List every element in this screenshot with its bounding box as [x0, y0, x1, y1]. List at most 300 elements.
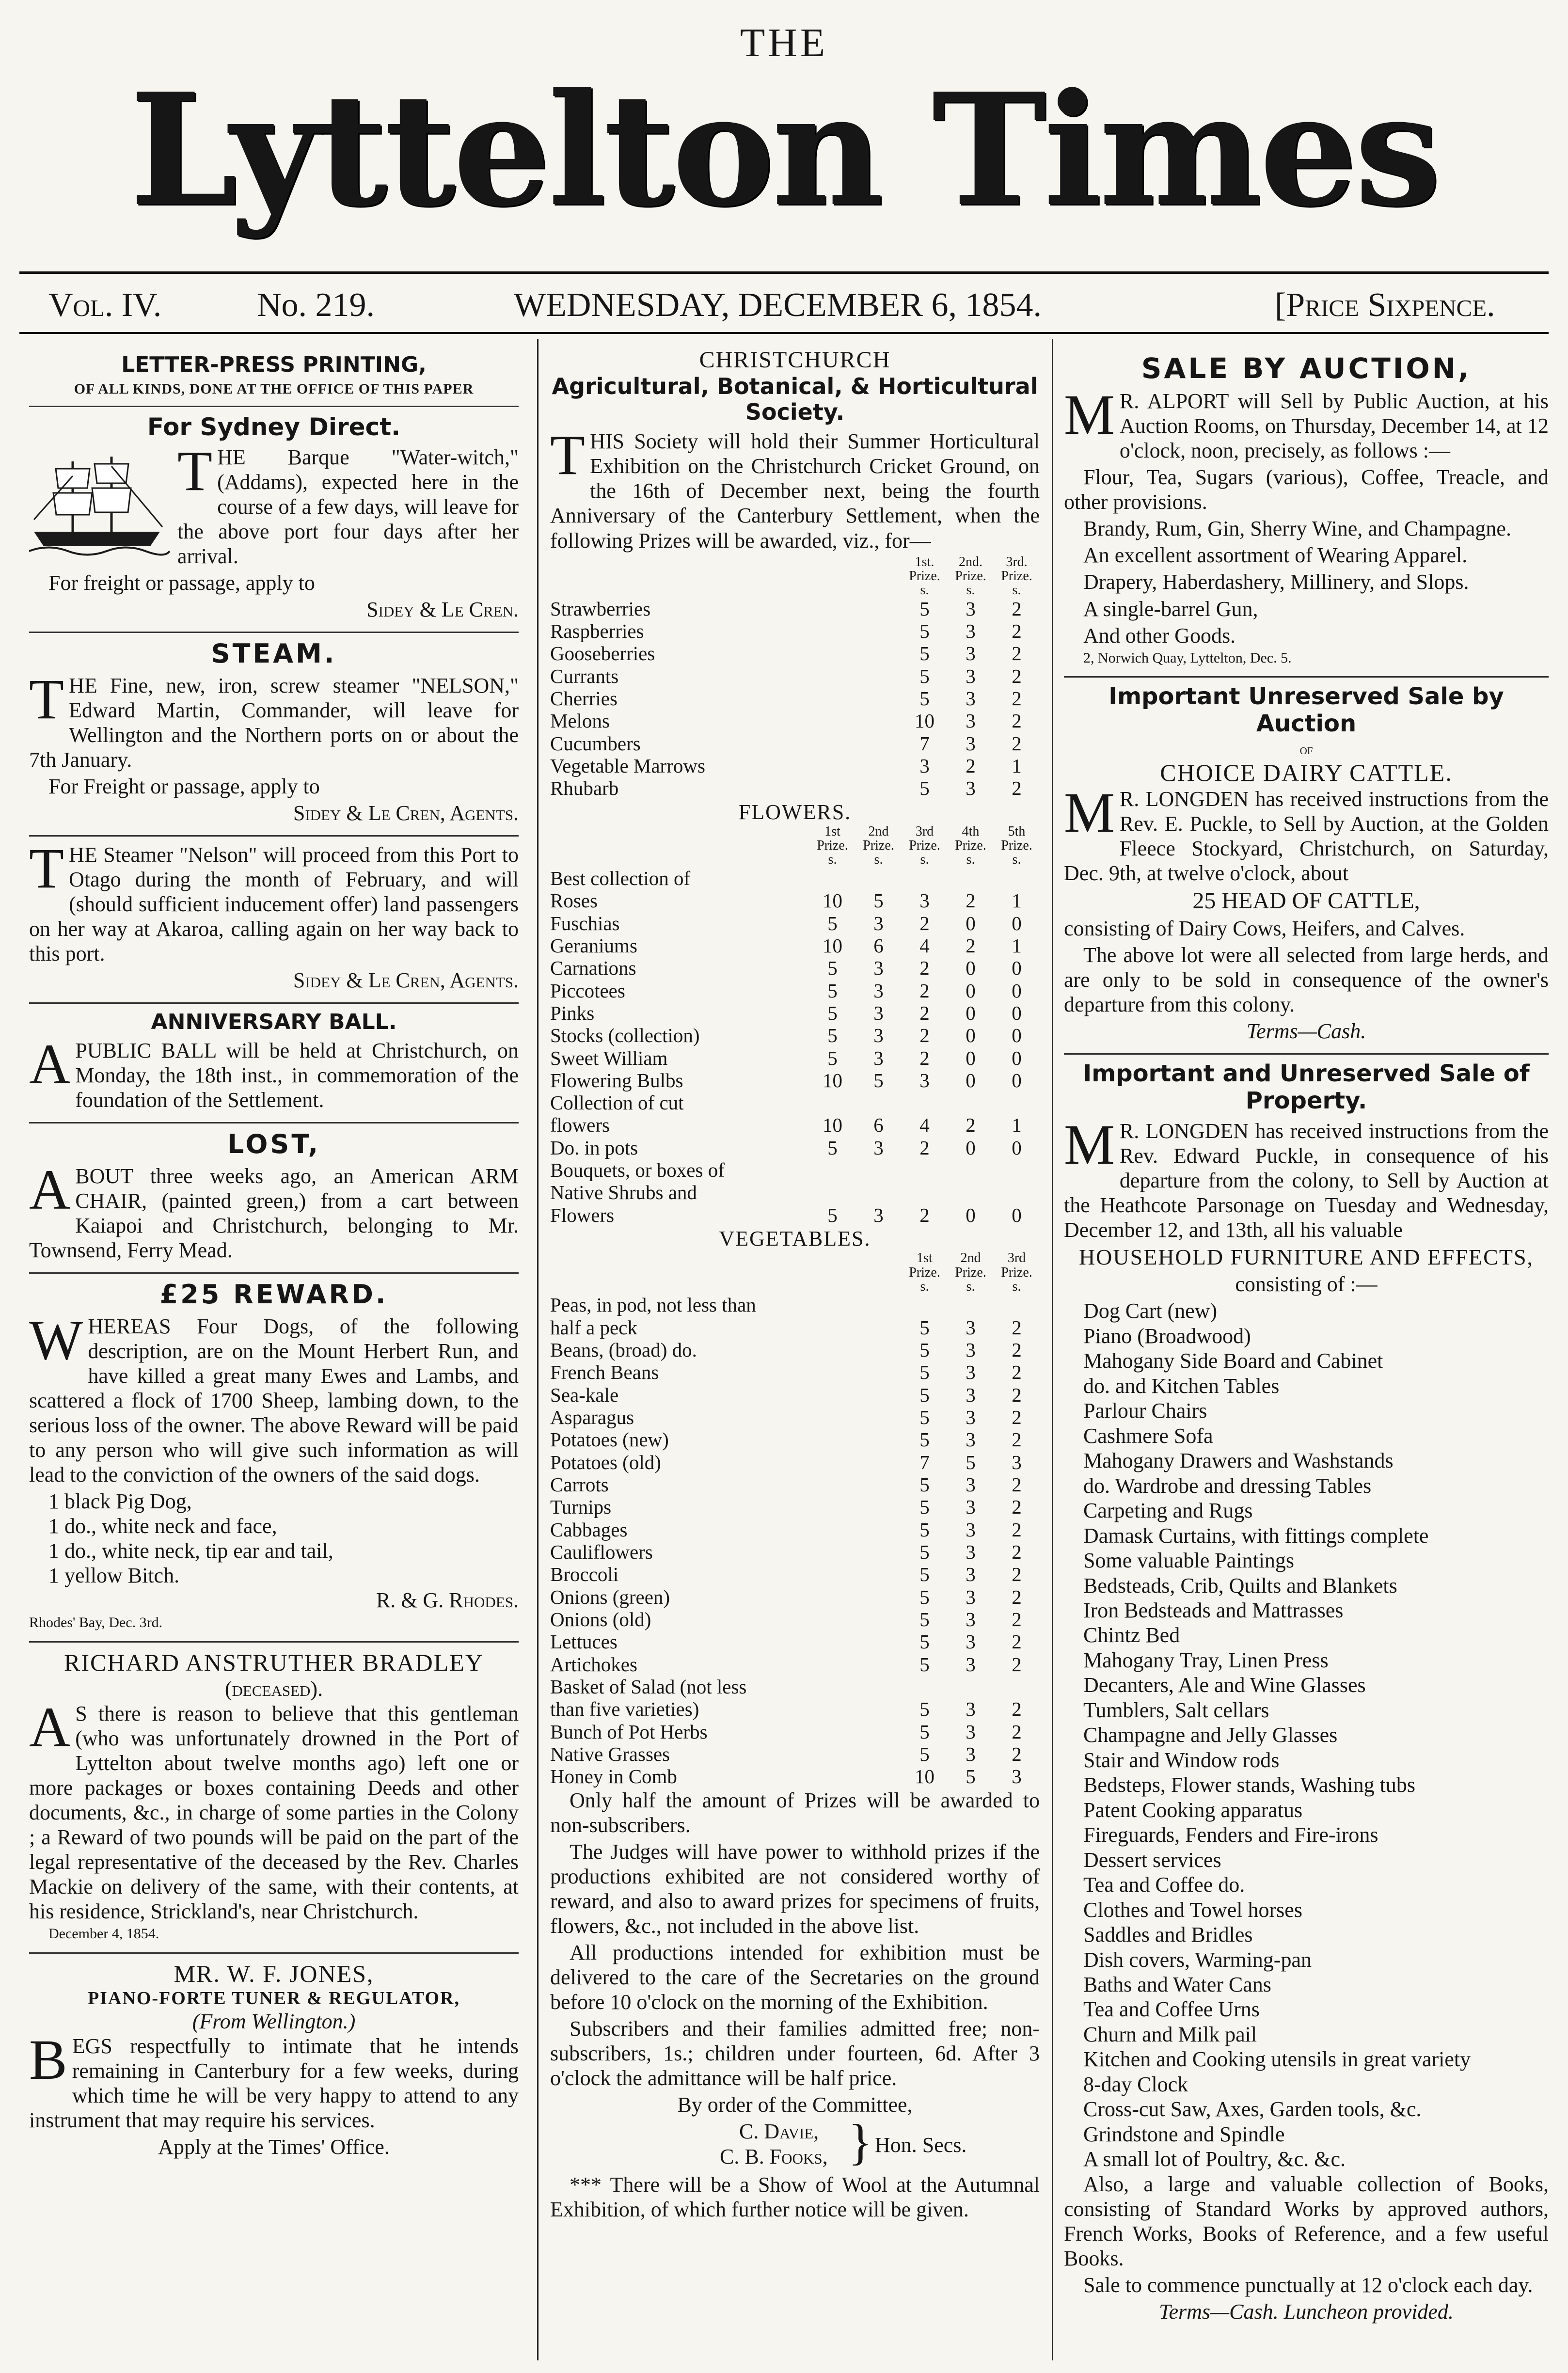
- prize-row: [550, 889, 1040, 912]
- prize-value: 5: [919, 1316, 930, 1339]
- prize-item-name: Cabbages: [550, 1518, 628, 1541]
- prize-row: [550, 598, 1040, 620]
- vegetables-heading: VEGETABLES.: [719, 1227, 871, 1251]
- prize-row: [550, 1428, 1040, 1451]
- nelson-initial: T: [29, 836, 64, 900]
- prize-row: [550, 1496, 1040, 1518]
- prize-value: 5: [966, 1765, 976, 1788]
- prize-row: [550, 980, 1040, 1002]
- prize-item-name: Carrots: [550, 1473, 609, 1496]
- prize-value: 2: [1012, 1698, 1022, 1721]
- furniture-item: Stair and Window rods: [1083, 1748, 1280, 1772]
- ad-printing: [29, 347, 519, 407]
- prize-value: 3: [966, 642, 976, 665]
- prize-value: 3: [966, 1383, 976, 1406]
- prize-value: 0: [966, 957, 976, 980]
- prize-value: [948, 1676, 994, 1698]
- prize-value: 5: [919, 1540, 930, 1563]
- prize-value: 5: [919, 1383, 930, 1406]
- furniture-item: Parlour Chairs: [1083, 1399, 1207, 1423]
- ad-sydney: [29, 407, 519, 633]
- prize-value: 2: [1012, 1742, 1022, 1765]
- dog-item: 1 black Pig Dog,: [48, 1489, 192, 1513]
- prize-value: 5: [827, 957, 838, 980]
- prize-row: [550, 1519, 1040, 1541]
- auction2-of: of: [1299, 741, 1313, 758]
- prize-value: 5: [827, 912, 838, 934]
- prize-value: 4: [919, 1114, 930, 1137]
- jones-body: EGS respectfully to intimate that he intends remaining in Canterbury for a few weeks, during which time he will be very happy to attend to any instrument that may require his services.: [29, 2034, 519, 2133]
- prize-value: 3: [966, 777, 976, 800]
- furniture-item: do. and Kitchen Tables: [1083, 1374, 1280, 1398]
- auction2-body: R. LONGDEN has received instructions from the Rev. E. Puckle, to Sell by Auction, at the Golden Fleece Stockyard, Christchurch, on Saturday, Dec. 9th, at twelve o'clock, about: [1064, 787, 1549, 885]
- prize-value: 3: [966, 687, 976, 710]
- prize-value: 3: [873, 979, 884, 1002]
- prize-value: [948, 867, 994, 889]
- prize-value: 2: [919, 1203, 930, 1226]
- unit-label: s.: [874, 852, 883, 868]
- prize-value: 5: [919, 1496, 930, 1519]
- prize-value: [994, 867, 1040, 889]
- prize-row: [550, 1406, 1040, 1428]
- furniture-item: Decanters, Ale and Wine Glasses: [1083, 1673, 1366, 1697]
- ad-alport-auction: [1064, 347, 1549, 678]
- prize-value: 7: [919, 1451, 930, 1473]
- prize-value: 3: [966, 620, 976, 643]
- furniture-item: Kitchen and Cooking utensils in great variety: [1083, 2047, 1471, 2072]
- prize-row: [550, 1204, 1040, 1226]
- prize-item-name: Onions (old): [550, 1608, 651, 1630]
- prize-value: 2: [1012, 1608, 1022, 1630]
- prize-item-name: Bunch of Pot Herbs: [550, 1720, 708, 1743]
- furniture-item: Tea and Coffee do.: [1083, 1873, 1245, 1897]
- prize-value: 5: [919, 1630, 930, 1653]
- prize-value: 5: [919, 664, 930, 687]
- prize-value: 2: [919, 1046, 930, 1069]
- prize-item-name: Basket of Salad (not less: [550, 1675, 747, 1698]
- prize-value: 0: [966, 979, 976, 1002]
- prize-value: 2: [1012, 1518, 1022, 1541]
- prize-value: 2: [966, 755, 976, 777]
- fruit-header-3: 3rd. Prize.: [1001, 554, 1032, 584]
- prize-item-name: Cauliflowers: [550, 1540, 653, 1563]
- prize-value: 2: [919, 1136, 930, 1159]
- prize-item-name: half a peck: [550, 1316, 637, 1339]
- ad-bradley: [29, 1643, 519, 1954]
- steam-body: HE Fine, new, iron, screw steamer "NELSON," Edward Martin, Commander, will leave for Wellington and the Northern ports on or about the 7th January.: [29, 673, 519, 772]
- jones-initial: B: [29, 2027, 67, 2091]
- prize-value: 5: [827, 979, 838, 1002]
- prize-value: 2: [1012, 1540, 1022, 1563]
- column-3: [1064, 347, 1549, 2358]
- auction3-heading: Important and Unreserved Sale of Property.: [1083, 1060, 1530, 1115]
- prize-value: 1: [1012, 755, 1022, 777]
- prize-item-name: Cucumbers: [550, 732, 641, 755]
- fruit-header-1: 1st. Prize.: [909, 554, 940, 584]
- prize-value: 5: [873, 1069, 884, 1092]
- prize-value: 3: [966, 1428, 976, 1451]
- prize-item-name: Melons: [550, 710, 610, 732]
- prize-value: 2: [1012, 1338, 1022, 1361]
- ship-icon: [29, 447, 170, 561]
- prize-row: [550, 1114, 1040, 1136]
- prize-value: 2: [1012, 620, 1022, 643]
- ad-property-auction: [1064, 1055, 1549, 2333]
- prize-value: 0: [1012, 1024, 1022, 1047]
- prize-value: 2: [1012, 642, 1022, 665]
- society-intro: HIS Society will hold their Summer Horticultural Exhibition on the Christchurch Cricket Ground, on the 16th of December next, being the fourth Anniversary of the Canterbury Settlement, when the following Prizes will be awarded, viz., for—: [550, 429, 1040, 553]
- prize-row: [550, 957, 1040, 979]
- issue-number: No. 219.: [257, 286, 375, 324]
- furniture-item: Saddles and Bridles: [1083, 1923, 1253, 1947]
- prize-value: 4: [919, 934, 930, 957]
- prize-item-name: Roses: [550, 889, 598, 912]
- prize-value: 3: [966, 1742, 976, 1765]
- furniture-item: Chintz Bed: [1083, 1623, 1180, 1647]
- lost-heading: LOST,: [227, 1129, 320, 1160]
- fruit-unit-row: [550, 583, 1040, 597]
- prize-row: [550, 1384, 1040, 1406]
- prize-value: 5: [919, 1720, 930, 1743]
- auction1-initial: M: [1064, 383, 1115, 447]
- auction3-body: R. LONGDEN has received instructions from the Rev. Edward Puckle, in consequence of his departure from the colony, to Sell by Auction at the Heathcote Parsonage on Tuesday and Wednesday, December 12, and 13th, all his valuable: [1064, 1119, 1549, 1242]
- prize-value: 0: [966, 1203, 976, 1226]
- prize-value: [948, 1294, 994, 1316]
- prize-value: 0: [1012, 1001, 1022, 1024]
- prize-value: 3: [873, 1203, 884, 1226]
- prize-value: 3: [966, 1518, 976, 1541]
- prize-value: 0: [1012, 912, 1022, 934]
- prize-value: 5: [919, 597, 930, 620]
- prize-value: 0: [966, 1136, 976, 1159]
- prize-item-name: Carnations: [550, 957, 636, 980]
- prize-row: [550, 934, 1040, 957]
- furniture-item: Clothes and Towel horses: [1083, 1898, 1302, 1922]
- steam-sign: Sidey & Le Cren, Agents.: [293, 801, 519, 825]
- prize-value: 5: [919, 642, 930, 665]
- auction1-line: Flour, Tea, Sugars (various), Coffee, Treacle, and other provisions.: [1064, 465, 1549, 514]
- masthead-rule-bottom: [19, 332, 1549, 334]
- prize-row: [550, 1181, 1040, 1203]
- prize-value: 5: [919, 1585, 930, 1608]
- prize-value: 2: [1012, 732, 1022, 755]
- prize-row: [550, 1002, 1040, 1024]
- prize-value: 2: [919, 1024, 930, 1047]
- prize-value: 5: [919, 1698, 930, 1721]
- prize-row: [550, 1137, 1040, 1159]
- prize-value: 5: [919, 687, 930, 710]
- prize-value: 3: [966, 710, 976, 732]
- prize-row: [550, 1024, 1040, 1046]
- prize-item-name: than five varieties): [550, 1698, 699, 1721]
- prize-value: 3: [966, 1361, 976, 1384]
- veg-unit-row: [550, 1280, 1040, 1294]
- furniture-item: Bedsteads, Crib, Quilts and Blankets: [1083, 1573, 1397, 1598]
- prize-value: [809, 867, 855, 889]
- prize-value: [902, 1294, 948, 1316]
- prize-row: [550, 642, 1040, 664]
- prize-value: 2: [966, 889, 976, 912]
- furniture-item: Champagne and Jelly Glasses: [1083, 1723, 1338, 1747]
- prize-value: 2: [1012, 1653, 1022, 1676]
- prize-value: 5: [827, 1001, 838, 1024]
- prize-value: [994, 1676, 1040, 1698]
- prize-value: [902, 1092, 948, 1114]
- unit-label: s.: [1012, 852, 1021, 868]
- prize-item-name: Fuschias: [550, 912, 620, 934]
- prize-value: 3: [873, 1136, 884, 1159]
- jones-sub: PIANO-FORTE TUNER & REGULATOR,: [87, 1988, 460, 2009]
- prize-row: [550, 1563, 1040, 1585]
- auction3-furniture: HOUSEHOLD FURNITURE AND EFFECTS,: [1078, 1244, 1534, 1269]
- committee-order: By order of the Committee,: [677, 2092, 913, 2117]
- ball-initial: A: [29, 1032, 71, 1096]
- prize-value: 5: [919, 1406, 930, 1428]
- auction3-terms: Terms—Cash. Luncheon provided.: [1159, 2299, 1454, 2324]
- prize-value: [809, 1092, 855, 1114]
- prize-item-name: Rhubarb: [550, 777, 619, 800]
- bradley-date: December 4, 1854.: [48, 1926, 159, 1942]
- prize-value: 5: [919, 1653, 930, 1676]
- prize-item-name: Strawberries: [550, 597, 651, 620]
- furniture-item: Churn and Milk pail: [1083, 2022, 1257, 2046]
- prize-value: 0: [966, 1046, 976, 1069]
- flower-header-4: 4th Prize.: [955, 823, 986, 854]
- prize-value: 2: [966, 1114, 976, 1137]
- nelson-sign: Sidey & Le Cren, Agents.: [293, 968, 519, 993]
- prize-value: 5: [919, 1518, 930, 1541]
- prize-row: [550, 1721, 1040, 1743]
- prize-value: [994, 1294, 1040, 1316]
- prize-value: 3: [919, 1069, 930, 1092]
- prize-value: 3: [966, 1608, 976, 1630]
- prize-item-name: Geraniums: [550, 934, 637, 957]
- secretary-2: C. B. Fooks,: [720, 2144, 828, 2168]
- flower-header-1: 1st Prize.: [817, 823, 848, 854]
- furniture-item: Bedsteps, Flower stands, Washing tubs: [1083, 1773, 1415, 1797]
- prize-value: 3: [966, 1563, 976, 1586]
- prize-value: 5: [966, 1451, 976, 1473]
- furniture-item: Cashmere Sofa: [1083, 1424, 1213, 1448]
- flowers-heading: FLOWERS.: [738, 800, 852, 824]
- furniture-item: Cross-cut Saw, Axes, Garden tools, &c.: [1083, 2097, 1422, 2121]
- reward-initial: W: [29, 1308, 83, 1372]
- prize-value: 5: [827, 1136, 838, 1159]
- prize-row: [550, 1676, 1040, 1698]
- prize-value: [902, 1676, 948, 1698]
- bradley-heading: RICHARD ANSTRUTHER BRADLEY: [64, 1648, 484, 1676]
- auction2-body3: The above lot were all selected from large herds, and are only to be sold in consequence of the owner's departure from this colony.: [1064, 943, 1549, 1017]
- prize-row: [550, 1743, 1040, 1765]
- masthead-rule-top: [19, 271, 1549, 274]
- furniture-item: Mahogany Drawers and Washstands: [1083, 1449, 1394, 1473]
- prize-value: 3: [966, 1698, 976, 1721]
- prize-value: 0: [966, 1069, 976, 1092]
- prize-item-name: Raspberries: [550, 620, 644, 643]
- printing-heading: LETTER-PRESS PRINTING,: [121, 352, 427, 377]
- lost-initial: A: [29, 1157, 71, 1221]
- prize-value: 2: [966, 934, 976, 957]
- prize-value: 5: [827, 1203, 838, 1226]
- prize-value: [902, 867, 948, 889]
- prize-value: 2: [1012, 1316, 1022, 1339]
- prize-item-name: Gooseberries: [550, 642, 655, 665]
- prize-value: [855, 1159, 902, 1181]
- prize-value: 3: [919, 755, 930, 777]
- prize-value: 10: [823, 1069, 842, 1092]
- prize-value: 3: [1012, 1765, 1022, 1788]
- prize-value: 2: [1012, 1585, 1022, 1608]
- auction2-initial: M: [1064, 780, 1115, 844]
- prize-row: [550, 1586, 1040, 1608]
- prize-value: 2: [1012, 710, 1022, 732]
- prize-value: 2: [1012, 664, 1022, 687]
- secretaries-label: Hon. Secs.: [875, 2133, 967, 2157]
- prize-value: 3: [1012, 1451, 1022, 1473]
- prize-value: 2: [1012, 1361, 1022, 1384]
- prize-value: [948, 1092, 994, 1114]
- prize-value: 7: [919, 732, 930, 755]
- prize-value: 2: [1012, 777, 1022, 800]
- prize-item-name: Turnips: [550, 1496, 612, 1519]
- fruit-header-2: 2nd. Prize.: [955, 554, 986, 584]
- ad-ball: [29, 1004, 519, 1123]
- prize-row: [550, 1765, 1040, 1788]
- reward-body: HEREAS Four Dogs, of the following description, are on the Mount Herbert Run, and have killed a great many Ewes and Lambs, and scattered a flock of 1700 Sheep, lambing down, to the serious loss of the owner. The above Reward will be paid to any person who will give such information as will lead to the conviction of the owners of the said dogs.: [29, 1314, 519, 1487]
- prize-item-name: Honey in Comb: [550, 1765, 677, 1788]
- prize-value: 5: [919, 1608, 930, 1630]
- steam-apply: For Freight or passage, apply to: [48, 774, 320, 798]
- auction1-body: R. ALPORT will Sell by Public Auction, at his Auction Rooms, on Thursday, December 14, at 12 o'clock, noon, precisely, as follows :—: [1119, 389, 1549, 463]
- prize-item-name: Currants: [550, 664, 619, 687]
- bradley-body: S there is reason to believe that this gentleman (who was unfortunately drowned in the Port of Lyttelton about twelve months ago) left one or more packages or boxes containing Deeds and other documents, &c., in charge of some parties in the Colony ; a Reward of two pounds will be paid on the part of the legal representative of the deceased by the Rev. Charles Mackie on delivery of the same, with their contents, at his residence, Strickland's, near Christchurch.: [29, 1701, 519, 1923]
- dog-list: [29, 1489, 519, 1588]
- prize-value: 3: [966, 1540, 976, 1563]
- prize-value: 5: [827, 1024, 838, 1047]
- jones-apply: Apply at the Times' Office.: [158, 2135, 390, 2159]
- furniture-item: Carpeting and Rugs: [1083, 1499, 1253, 1523]
- flowers-unit-row: [550, 853, 1040, 867]
- prize-value: [994, 1092, 1040, 1114]
- prize-value: 3: [873, 1024, 884, 1047]
- auction2-heading: Important Unreserved Sale by Auction: [1109, 683, 1504, 738]
- furniture-item: Patent Cooking apparatus: [1083, 1798, 1303, 1822]
- bradley-initial: A: [29, 1695, 71, 1759]
- ball-heading: ANNIVERSARY BALL.: [151, 1010, 397, 1035]
- prize-value: 0: [966, 912, 976, 934]
- prize-item-name: Vegetable Marrows: [550, 755, 705, 777]
- unit-label: s.: [1012, 1279, 1021, 1294]
- flowers-table: [550, 824, 1040, 1226]
- prize-value: 0: [1012, 1136, 1022, 1159]
- reward-sign: R. & G. Rhodes.: [376, 1588, 519, 1612]
- prize-value: 3: [966, 1720, 976, 1743]
- prize-row: [550, 1316, 1040, 1339]
- prize-value: [994, 1181, 1040, 1203]
- prize-value: 3: [966, 1338, 976, 1361]
- prize-item-name: Potatoes (old): [550, 1451, 661, 1473]
- prize-value: 2: [1012, 1720, 1022, 1743]
- prize-row: [550, 912, 1040, 934]
- prize-value: 2: [1012, 597, 1022, 620]
- column-rule-2: [1052, 339, 1053, 2360]
- jones-heading: MR. W. F. JONES,: [174, 1960, 374, 1987]
- prize-row: [550, 1339, 1040, 1361]
- veg-header-3: 3rd Prize.: [1001, 1250, 1032, 1280]
- prize-value: 3: [966, 1653, 976, 1676]
- prize-item-name: Sea-kale: [550, 1383, 619, 1406]
- prize-row: [550, 665, 1040, 687]
- auction3-consisting: consisting of :—: [1235, 1272, 1378, 1297]
- furniture-item: do. Wardrobe and dressing Tables: [1083, 1473, 1372, 1498]
- prize-value: 0: [1012, 1203, 1022, 1226]
- prize-value: 2: [1012, 1406, 1022, 1428]
- furniture-item: Dog Cart (new): [1083, 1299, 1218, 1323]
- prize-value: 3: [873, 1001, 884, 1024]
- prize-value: 0: [1012, 1069, 1022, 1092]
- prize-row: [550, 710, 1040, 732]
- prize-value: 0: [1012, 957, 1022, 980]
- prize-value: 1: [1012, 889, 1022, 912]
- column-1: [29, 347, 519, 2358]
- prize-item-name: Onions (green): [550, 1585, 670, 1608]
- vegetables-table: [550, 1251, 1040, 1788]
- unit-label: s.: [966, 852, 975, 868]
- note-productions: All productions intended for exhibition must be delivered to the care of the Secretaries on the ground before 10 o'clock on the morning of the Exhibition.: [550, 1940, 1040, 2014]
- prize-value: 5: [919, 1338, 930, 1361]
- prize-item-name: Native Grasses: [550, 1742, 670, 1765]
- sydney-initial: T: [177, 439, 213, 503]
- unit-label: s.: [920, 1279, 929, 1294]
- prize-value: 0: [1012, 1046, 1022, 1069]
- jones-from: (From Wellington.): [192, 2009, 356, 2033]
- prize-row: [550, 1653, 1040, 1676]
- fruit-table: [550, 555, 1040, 800]
- sydney-heading: For Sydney Direct.: [147, 412, 401, 441]
- prize-item-name: Flowering Bulbs: [550, 1069, 683, 1092]
- prize-value: 3: [966, 732, 976, 755]
- prize-row: [550, 1608, 1040, 1630]
- unit-label: s.: [966, 583, 975, 598]
- prize-value: 10: [823, 889, 842, 912]
- nelson-body: HE Steamer "Nelson" will proceed from this Port to Otago during the month of February, and will (should sufficient inducement offer) land passengers on her way at Akaroa, calling again on her way back to this port.: [29, 842, 519, 965]
- prize-item-name: French Beans: [550, 1361, 659, 1384]
- ad-lost: [29, 1123, 519, 1274]
- prize-value: 6: [873, 1114, 884, 1137]
- prize-row: [550, 620, 1040, 642]
- auction3-books: Also, a large and valuable collection of Books, consisting of Standard Works by approved authors, French Works, Books of Reference, and a few useful Books.: [1064, 2172, 1549, 2270]
- auction1-line: A single-barrel Gun,: [1083, 597, 1258, 621]
- prize-value: 2: [1012, 1473, 1022, 1496]
- prize-value: 2: [1012, 1630, 1022, 1653]
- masthead-the: THE: [740, 20, 828, 65]
- issue-date: WEDNESDAY, DECEMBER 6, 1854.: [514, 286, 1042, 324]
- society-heading: CHRISTCHURCH: [699, 347, 891, 373]
- secretary-1: C. Davie,: [739, 2119, 819, 2143]
- prize-row: [550, 1294, 1040, 1316]
- prize-value: [809, 1159, 855, 1181]
- reward-heading: £25 REWARD.: [159, 1279, 388, 1310]
- prize-value: [902, 1181, 948, 1203]
- prize-row: [550, 1047, 1040, 1069]
- prize-item-name: Beans, (broad) do.: [550, 1338, 697, 1361]
- note-half-amount: Only half the amount of Prizes will be awarded to non-subscribers.: [550, 1788, 1040, 1837]
- furniture-item: Grindstone and Spindle: [1083, 2122, 1285, 2146]
- ad-reward: [29, 1274, 519, 1643]
- prize-value: 5: [919, 1742, 930, 1765]
- prize-value: 0: [966, 1024, 976, 1047]
- furniture-item: Tea and Coffee Urns: [1083, 1997, 1260, 2022]
